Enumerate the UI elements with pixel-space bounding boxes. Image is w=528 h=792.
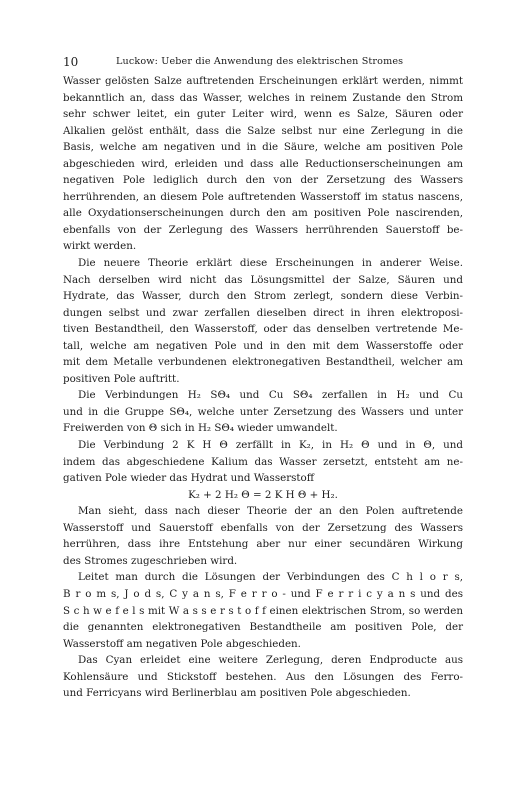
text-line: dungen selbst und zwar zerfallen dieselben direct in ihren elektroposi-	[63, 306, 463, 319]
text-line: Alkalien gelöst enthält, dass die Salze selbst nur eine Zerlegung in die	[63, 124, 463, 137]
text-line: Kohlensäure und Stickstoff bestehen. Aus den Lösungen des Ferro-	[63, 670, 463, 683]
text-line: sehr schwer leitet, ein guter Leiter wird, wenn es Salze, Säuren oder	[63, 108, 463, 121]
text-line: Die neuere Theorie erklärt diese Erscheinungen in anderer Weise.	[78, 257, 463, 270]
text-line: B r o m s, J o d s, C y a n s, F e r r o - und F e r r i c y a n s und des	[63, 587, 463, 600]
text-line: mit dem Metalle verbundenen elektronegativen Bestandtheil, welcher am	[63, 356, 463, 369]
text-line: S c h w e f e l s mit W a s s e r s t o f f einen elektrischen Strom, so werden	[63, 604, 463, 617]
text-line: Man sieht, dass nach dieser Theorie der an den Polen auftretende	[78, 505, 463, 518]
text-line: und Ferricyans wird Berlinerblau am positiven Pole abgeschieden.	[63, 687, 411, 700]
text-line: Hydrate, das Wasser, durch den Strom zerlegt, sondern diese Verbin-	[63, 290, 463, 303]
body-text	[63, 73, 463, 702]
equation: K₂ + 2 H₂ Θ = 2 K H Θ + H₂.	[188, 488, 338, 501]
text-line: Die Verbindungen H₂ SΘ₄ und Cu SΘ₄ zerfallen in H₂ und Cu	[78, 389, 463, 402]
page-header	[63, 55, 463, 69]
text-line: herrühren, dass ihre Entstehung aber nur einer secundären Wirkung	[63, 538, 463, 551]
text-line: des Stromes zugeschrieben wird.	[63, 554, 238, 567]
text-line: gativen Pole wieder das Hydrat und Wasserstoff	[63, 472, 315, 485]
text-line: Wasser gelösten Salze auftretenden Erscheinungen erklärt werden, nimmt	[63, 75, 463, 87]
text-line: Wasserstoff und Sauerstoff ebenfalls von der Zersetzung des Wassers	[63, 521, 463, 534]
text-line: negativen Pole lediglich durch den von der Zersetzung des Wassers	[63, 174, 463, 187]
text-line: die genannten elektronegativen Bestandtheile am positiven Pole, der	[63, 621, 463, 634]
text-line: Leitet man durch die Lösungen der Verbindungen des C h l o r s,	[78, 571, 463, 584]
text-line: Die Verbindung 2 K H Θ zerfällt in K₂, in H₂ Θ und in Θ, und	[78, 439, 463, 452]
text-line: abgeschieden wird, erleiden und dass alle Reductionserscheinungen am	[63, 157, 463, 170]
text-line: Nach derselben wird nicht das Lösungsmittel der Salze, Säuren und	[63, 273, 463, 286]
text-line: tiven Bestandtheil, den Wasserstoff, oder das denselben vertretende Me-	[63, 323, 463, 336]
text-line: tall, welche am negativen Pole und in den mit dem Wasserstoffe oder	[63, 339, 463, 352]
text-line: ebenfalls von der Zerlegung des Wassers herrührenden Sauerstoff be-	[63, 223, 463, 236]
running-title: Luckow: Ueber die Anwendung des elektrischen Stromes	[116, 56, 404, 67]
text-line: Das Cyan erleidet eine weitere Zerlegung, deren Endproducte aus	[78, 654, 463, 667]
text-line: indem das abgeschiedene Kalium das Wasser zersetzt, entsteht am ne-	[63, 455, 463, 468]
text-line: und in die Gruppe SΘ₄, welche unter Zersetzung des Wassers und unter	[63, 405, 463, 418]
text-line: Basis, welche am negativen und in die Säure, welche am positiven Pole	[63, 141, 463, 154]
text-line: wirkt werden.	[63, 240, 137, 253]
text-line: Freiwerden von Θ sich in H₂ SΘ₄ wieder umwandelt.	[63, 422, 338, 435]
text-line: bekanntlich an, dass das Wasser, welches in reinem Zustande den Strom	[63, 91, 463, 104]
page-number: 10	[63, 55, 79, 69]
text-line: Wasserstoff am negativen Pole abgeschieden.	[63, 637, 301, 650]
text-line: positiven Pole auftritt.	[63, 372, 180, 385]
text-line: alle Oxydationserscheinungen durch den am positiven Pole nascirenden,	[63, 207, 463, 220]
text-line: herrührenden, an diesem Pole auftretenden Wasserstoff im status nascens,	[63, 190, 463, 203]
